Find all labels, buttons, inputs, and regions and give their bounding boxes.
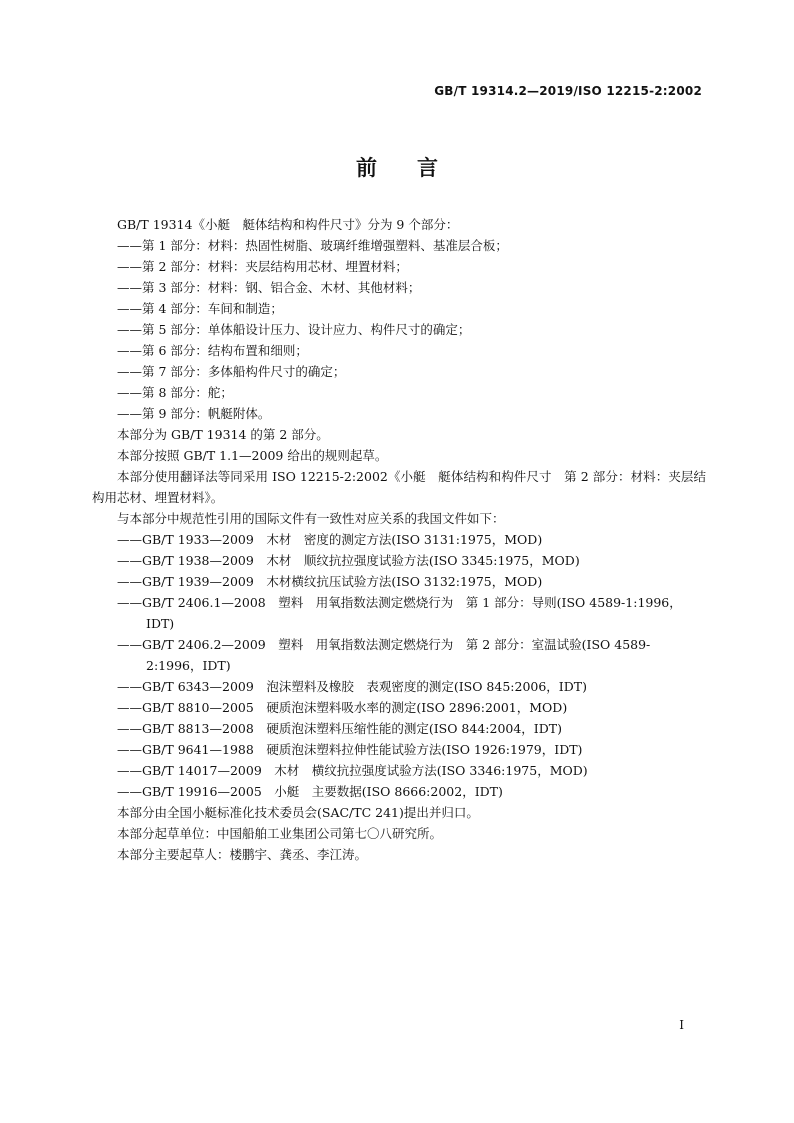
title-char-2: 言	[417, 156, 438, 180]
reference-item: ——GB/T 6343—2009 泡沫塑料及橡胶 表观密度的测定(ISO 845:2006，IDT)	[117, 679, 587, 694]
part-item: ——第 1 部分：材料：热固性树脂、玻璃纤维增强塑料、基准层合板；	[117, 238, 508, 253]
drafters-paragraph: 本部分主要起草人：楼鹏宇、龚丞、李江涛。	[117, 847, 368, 862]
part-item: ——第 7 部分：多体船构件尺寸的确定；	[117, 364, 346, 379]
part-item: ——第 5 部分：单体船设计压力、设计应力、构件尺寸的确定；	[117, 322, 471, 337]
reference-item: ——GB/T 8810—2005 硬质泡沫塑料吸水率的测定(ISO 2896:2001，MOD)	[117, 700, 568, 715]
reference-item: ——GB/T 2406.1—2008 塑料 用氧指数法测定燃烧行为 第 1 部分：导则(ISO 4589-1:1996，IDT)	[117, 595, 682, 631]
reference-item: ——GB/T 1933—2009 木材 密度的测定方法(ISO 3131:1975，MOD)	[117, 532, 543, 547]
reference-item: ——GB/T 1938—2009 木材 顺纹抗拉强度试验方法(ISO 3345:1975，MOD)	[117, 553, 580, 568]
part-item: ——第 3 部分：材料：钢、铝合金、木材、其他材料；	[117, 280, 421, 295]
foreword-body	[92, 214, 706, 865]
intro-paragraph: GB/T 19314《小艇 艇体结构和构件尺寸》分为 9 个部分：	[117, 217, 459, 232]
reference-item: ——GB/T 14017—2009 木材 横纹抗拉强度试验方法(ISO 3346:1975，MOD)	[117, 763, 588, 778]
reference-item: ——GB/T 8813—2008 硬质泡沫塑料压缩性能的测定(ISO 844:2004，IDT)	[117, 721, 562, 736]
part-item: ——第 9 部分：帆艇附体。	[117, 406, 271, 421]
proposed-by-paragraph: 本部分由全国小艇标准化技术委员会(SAC/TC 241)提出并归口。	[117, 805, 479, 820]
part-item: ——第 2 部分：材料：夹层结构用芯材、埋置材料；	[117, 259, 408, 274]
part-item: ——第 4 部分：车间和制造；	[117, 301, 283, 316]
title-char-1: 前	[356, 156, 377, 180]
standard-number-header: GB/T 19314.2—2019/ISO 12215-2:2002	[434, 84, 702, 98]
reference-item: ——GB/T 19916—2005 小艇 主要数据(ISO 8666:2002，IDT)	[117, 784, 503, 799]
part-item: ——第 6 部分：结构布置和细则；	[117, 343, 308, 358]
page-title	[0, 152, 794, 182]
translation-paragraph: 本部分使用翻译法等同采用 ISO 12215-2:2002《小艇 艇体结构和构件尺寸 第 2 部分：材料：夹层结构用芯材、埋置材料》。	[92, 469, 706, 505]
reference-item: ——GB/T 2406.2—2009 塑料 用氧指数法测定燃烧行为 第 2 部分：室温试验(ISO 4589-2:1996，IDT)	[117, 637, 651, 673]
part-item: ——第 8 部分：舵；	[117, 385, 233, 400]
reference-item: ——GB/T 9641—1988 硬质泡沫塑料拉伸性能试验方法(ISO 1926:1979，IDT)	[117, 742, 583, 757]
page-number: I	[679, 1018, 684, 1032]
refs-intro-paragraph: 与本部分中规范性引用的国际文件有一致性对应关系的我国文件如下：	[117, 511, 505, 526]
drafting-rule-paragraph: 本部分按照 GB/T 1.1—2009 给出的规则起草。	[117, 448, 388, 463]
reference-item: ——GB/T 1939—2009 木材横纹抗压试验方法(ISO 3132:1975，MOD)	[117, 574, 543, 589]
drafting-unit-paragraph: 本部分起草单位：中国船舶工业集团公司第七〇八研究所。	[117, 826, 443, 841]
this-part-paragraph: 本部分为 GB/T 19314 的第 2 部分。	[117, 427, 329, 442]
